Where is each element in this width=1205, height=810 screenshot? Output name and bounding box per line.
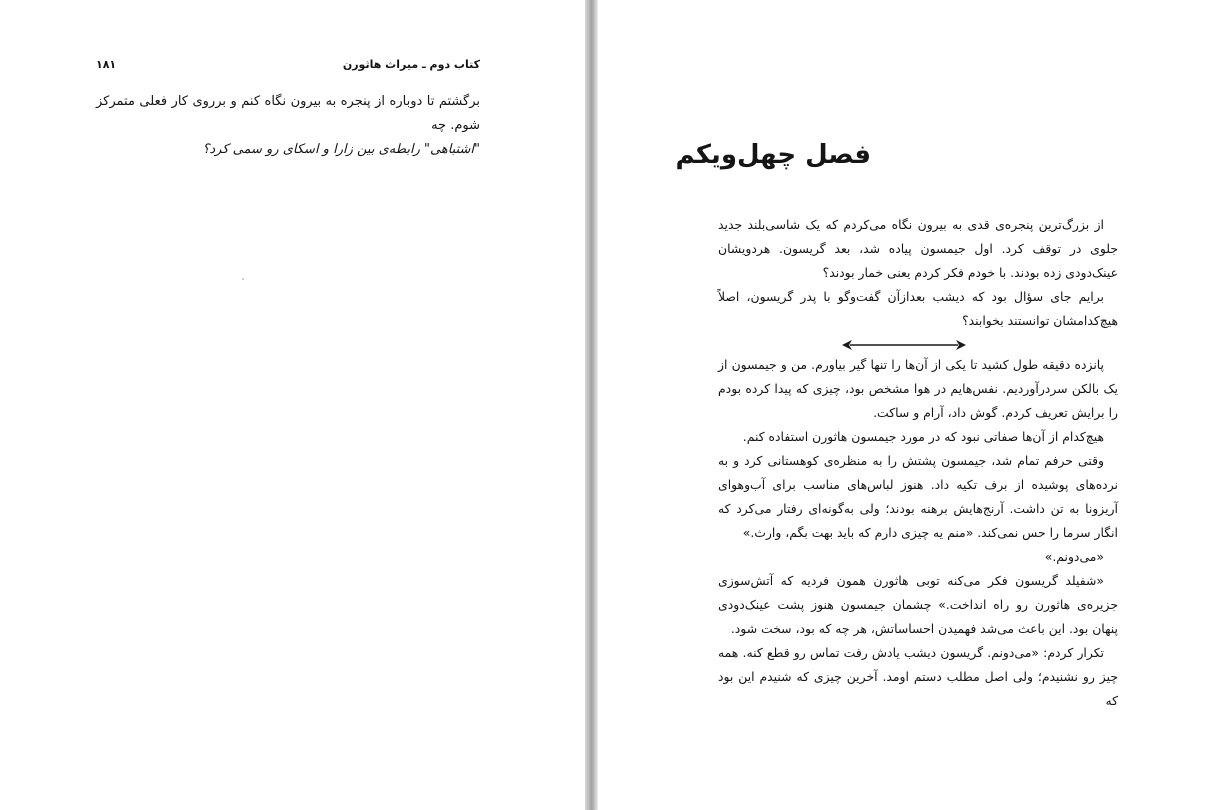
paragraph: «می‌دونم.» [1044, 549, 1104, 564]
header-title: کتاب دوم ـ میراث هاثورن [342, 58, 480, 71]
left-page [0, 0, 585, 810]
paragraph-line: برگشتم تا دوباره از پنجره به بیرون نگاه کنم و برروی کار فعلی متمرکز شوم. چه [96, 94, 480, 133]
paragraph: پانزده دقیقه طول کشید تا یکی از آن‌ها را تنها گیر بیاورم. من و جیمسون از یک بالکن سردرآوردیم. نفس‌هایم در هوا مشخص بود، چیزی که پیدا کرده بودم را برایش تعریف کردم. گوش داد، آرام و ساکت. [718, 357, 1118, 420]
left-page-text [96, 90, 480, 162]
paragraph: تکرار کردم: «می‌دونم. گریسون دیشب یادش رفت تماس رو قطع کنه. همه چیز رو نشنیدم؛ ولی اصل مطلب دستم اومد. آخرین چیزی که شنیدم این بود که [718, 645, 1118, 708]
paragraph: «شفیلد گریسون فکر می‌کنه توبی هاثورن همون فردیه که آتش‌سوزی جزیره‌ی هاثورن رو راه انداخت.» چشمان جیمسون هنوز پشت عینک‌دودی پنهان بود. این باعث می‌شد فهمیدن احساساتش، هر چه که بود، سخت شود. [718, 573, 1118, 636]
chapter-section-1 [718, 213, 1118, 333]
book-gutter [585, 0, 598, 810]
running-header [96, 58, 480, 76]
paragraph: وقتی حرفم تمام شد، جیمسون پشتش را به منظره‌ی کوهستانی کرد و به نرده‌های پوشیده از برف تکیه داد. هنوز لباس‌های مناسب برای آب‌وهوای آریزونا به تن داشت. آرنج‌هایش برهنه بودند؛ ولی به‌گونه‌ای رفتار می‌کرد که انگار سرما را حس نمی‌کند. «منم یه چیزی دارم که باید بهت بگم، وارث.» [718, 453, 1118, 540]
chapter-section-2 [718, 353, 1118, 713]
paragraph: هیچ‌کدام از آن‌ها صفاتی نبود که در مورد جیمسون هاثورن استفاده کنم. [742, 429, 1104, 444]
page-number: ۱۸۱ [96, 58, 117, 71]
paragraph-italic-line: "اشتباهی" رابطه‌ی بین زارا و اسکای رو سمی کرد؟ [202, 142, 480, 157]
paragraph: از بزرگ‌ترین پنجره‌ی قدی به بیرون نگاه می‌کردم که یک شاسی‌بلند جدید جلوی در توقف کرد. اول جیمسون پیاده شد، بعد گریسون. هردویشان عینک‌دودی زده بودند. با خودم فکر کردم یعنی خمار بودند؟ [718, 217, 1118, 280]
section-divider-arrow [842, 338, 966, 352]
paragraph: برایم جای سؤال بود که دیشب بعدازآن گفت‌وگو با پدر گریسون، اصلاً هیچ‌کدامشان توانستند بخوابند؟ [718, 289, 1118, 328]
chapter-title: فصل چهل‌ویکم [675, 140, 871, 170]
paper-speck [242, 278, 244, 280]
